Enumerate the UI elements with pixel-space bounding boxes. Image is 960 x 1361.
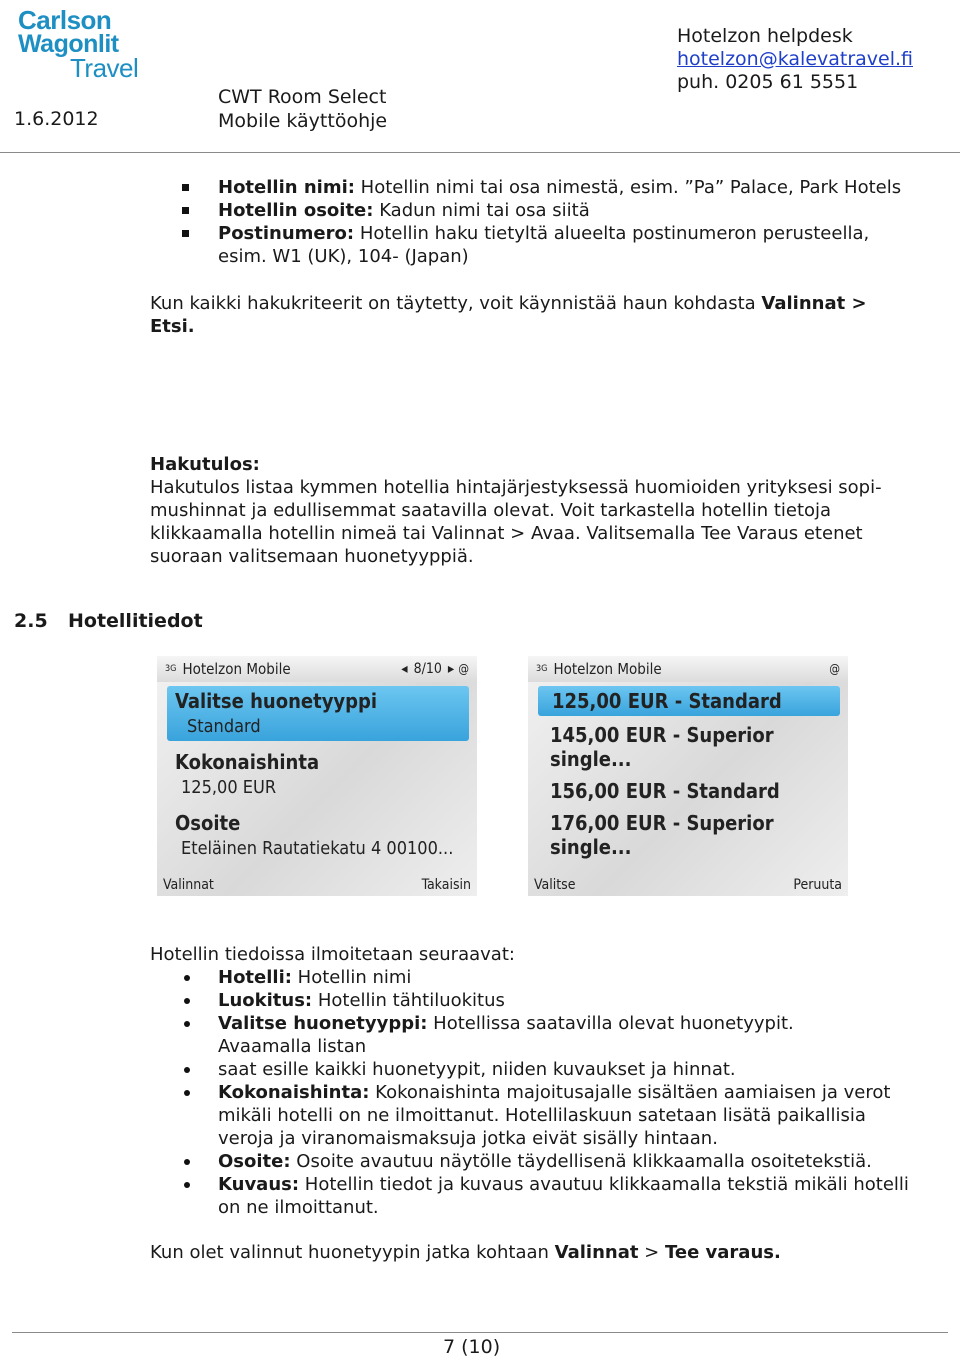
list-item: Kokonaishinta: Kokonaishinta majoitusajalle sisältäen aamiaisen ja verot mikäli hotelli on ne ilmoittanut. Hotellilaskuun satetaan lisätä paikallisia veroja ja viranomaismaksuja jotka eivät sisälly hintaan. — [150, 1081, 950, 1150]
footer-divider — [12, 1332, 948, 1333]
network-3g-icon: 3G — [536, 664, 548, 674]
softkey-left[interactable]: Valitse — [534, 877, 576, 893]
phone-row[interactable]: 145,00 EUR - Superior single... — [550, 723, 774, 771]
logo-line-2: Wagonlit — [18, 30, 119, 58]
list-item: Valitse huonetyyppi: Hotellissa saatavilla olevat huonetyypit. Avaamalla listan — [150, 1012, 950, 1058]
helpdesk-contact — [677, 25, 913, 94]
list-item: saat esille kaikki huonetyypit, niiden kuvaukset ja hinnat. — [150, 1058, 950, 1081]
phone-softkeys — [157, 874, 477, 896]
softkey-right[interactable]: Peruuta — [793, 877, 842, 893]
list-item: Luokitus: Hotellin tähtiluokitus — [150, 989, 950, 1012]
document-title — [218, 85, 387, 133]
softkey-right[interactable]: Takaisin — [421, 877, 471, 893]
arrow-right-icon[interactable]: ▸ — [447, 661, 455, 677]
phone-status-bar — [528, 656, 848, 682]
phone-screen-hotel-details — [157, 656, 477, 896]
phone-app-title: Hotelzon Mobile — [553, 660, 662, 678]
section-heading: 2.5 Hotellitiedot — [14, 610, 203, 632]
phone-page-indicator: 8/10 — [413, 661, 442, 677]
company-logo — [18, 5, 158, 83]
phone-app-title: Hotelzon Mobile — [182, 660, 291, 678]
results-description: Hakutulos: Hakutulos listaa kymmen hotellia hintajärjestyksessä huomioiden yrityksesi sopi- mushinnat ja edullisemmat saatavilla olevat. Voit tarkastella hotellin tietoja klikkaamalla hotellin nimeä tai Valinnat > Avaa. Valitsemalla Tee Varaus etenet suoraan valitsemaan huonetyyppiä. — [150, 454, 882, 567]
phone-screen-room-types — [528, 656, 848, 896]
search-field-list — [150, 176, 940, 268]
document-date: 1.6.2012 — [14, 108, 99, 130]
phone-status-bar — [157, 656, 477, 682]
closing-instruction: Kun olet valinnut huonetyypin jatka kohtaan Valinnat > Tee varaus. — [150, 1242, 781, 1263]
phone-row[interactable]: Osoite Eteläinen Rautatiekatu 4 00100... — [175, 811, 454, 859]
list-item: Hotellin osoite: Kadun nimi tai osa siitä — [150, 199, 940, 222]
list-item: Hotellin nimi: Hotellin nimi tai osa nimestä, esim. ”Pa” Palace, Park Hotels — [150, 176, 940, 199]
helpdesk-email-link[interactable]: hotelzon@kalevatravel.fi — [677, 48, 914, 70]
list-item: Osoite: Osoite avautuu näytölle täydellisenä klikkaamalla osoitetekstiä. — [150, 1150, 950, 1173]
logo-line-1: Carlson — [18, 5, 112, 35]
page-number: 7 (10) — [443, 1336, 501, 1358]
title-line-2: Mobile käyttöohje — [218, 110, 388, 132]
network-3g-icon: 3G — [165, 664, 177, 674]
details-intro: Hotellin tiedoissa ilmoitetaan seuraavat: — [150, 944, 515, 965]
helpdesk-title: Hotelzon helpdesk — [677, 25, 853, 47]
list-item: Postinumero: Hotellin haku tietyltä alueelta postinumeron perusteella, esim. W1 (UK), 104- (Japan) — [150, 222, 940, 268]
at-sign-icon: @ — [458, 662, 469, 676]
phone-softkeys — [528, 874, 848, 896]
arrow-left-icon[interactable]: ◂ — [401, 661, 408, 677]
at-sign-icon: @ — [829, 662, 840, 676]
details-list — [150, 966, 950, 1219]
softkey-left[interactable]: Valinnat — [163, 877, 214, 893]
helpdesk-phone: puh. 0205 61 5551 — [677, 71, 859, 93]
phone-row-selected[interactable]: Valitse huonetyyppi Standard — [167, 686, 469, 741]
list-item: Kuvaus: Hotellin tiedot ja kuvaus avautuu klikkaamalla tekstiä mikäli hotelli on ne ilmoittanut. — [150, 1173, 950, 1219]
phone-row[interactable]: Kokonaishinta 125,00 EUR — [175, 750, 320, 798]
header-divider — [0, 152, 960, 153]
logo-line-3: Travel — [70, 53, 139, 83]
phone-row-selected[interactable]: 125,00 EUR - Standard — [538, 686, 840, 716]
phone-row[interactable]: 176,00 EUR - Superior single... — [550, 811, 774, 859]
title-line-1: CWT Room Select — [218, 86, 387, 108]
list-item: Hotelli: Hotellin nimi — [150, 966, 950, 989]
search-instruction: Kun kaikki hakukriteerit on täytetty, voit käynnistää haun kohdasta Valinnat > Etsi. — [150, 293, 867, 337]
phone-row[interactable]: 156,00 EUR - Standard — [550, 779, 780, 803]
results-heading: Hakutulos: — [150, 454, 260, 475]
